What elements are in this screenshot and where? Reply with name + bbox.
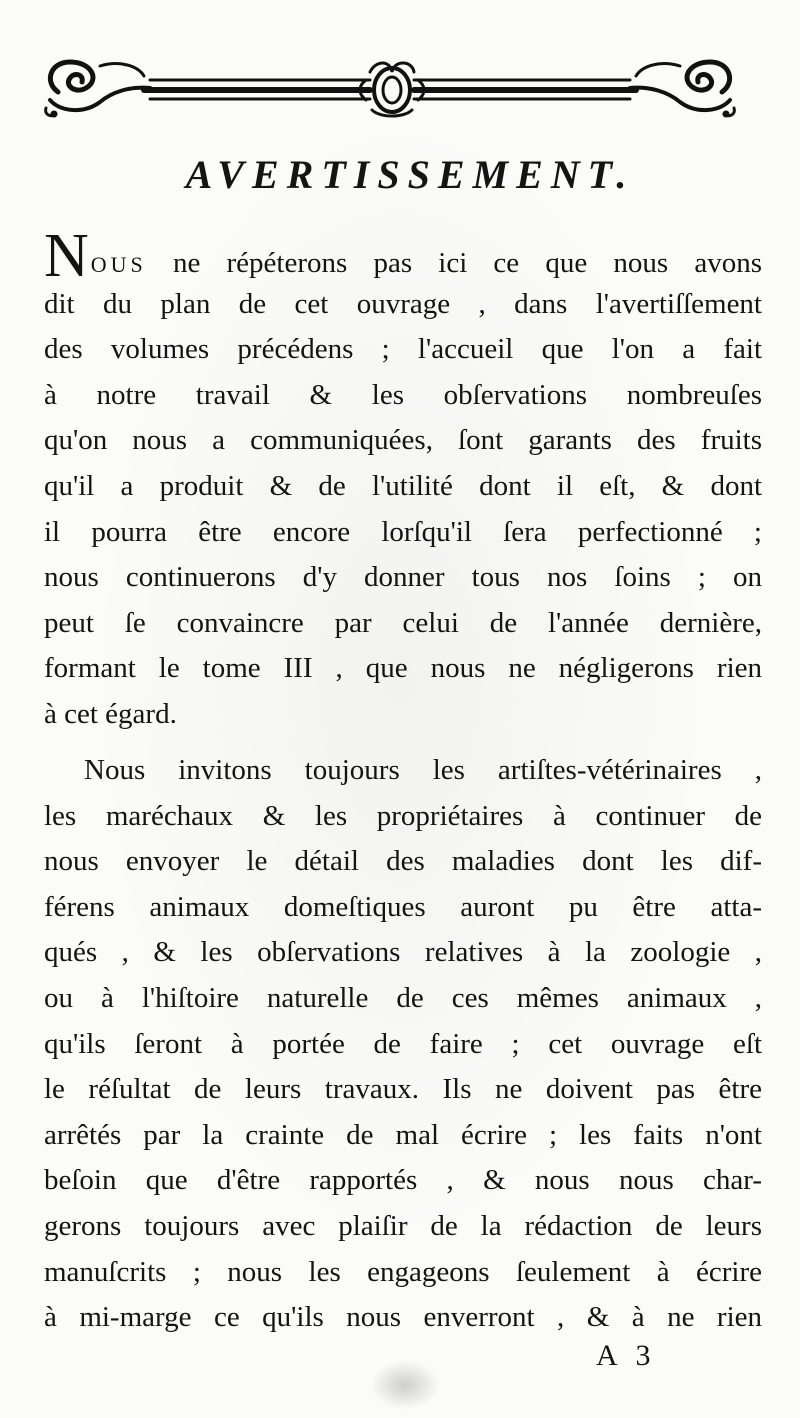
text-line: des volumes précédens ; l'accueil que l'on a fait: [44, 333, 762, 366]
text-line: le réſultat de leurs travaux. Ils ne doivent pas être: [44, 1073, 762, 1106]
text-line: Nous invitons toujours les artiſtes-vétérinaires ,: [84, 754, 762, 786]
text-line: qu'on nous a communiquées, ſont garants des fruits: [44, 424, 762, 457]
text-line: peut ſe convaincre par celui de l'année dernière,: [44, 606, 762, 639]
text-line: formant le tome III , que nous ne négligerons rien: [44, 652, 762, 685]
text-line: gerons toujours avec plaiſir de la rédaction de leurs: [44, 1209, 762, 1242]
text-line: nous envoyer le détail des maladies dont les dif-: [44, 845, 762, 878]
text-line: beſoin que d'être rapportés , & nous nous char-: [44, 1164, 762, 1197]
text-line: les maréchaux & les propriétaires à continuer de: [44, 799, 762, 832]
text-line: qu'il a produit & de l'utilité dont il eſt, & dont: [44, 469, 762, 502]
first-word-smallcaps: OUS: [90, 252, 147, 277]
first-line-text: ne répéterons pas ici ce que nous avons: [172, 247, 762, 279]
drop-cap: N: [44, 222, 91, 290]
ink-bleed-spot: [370, 1360, 440, 1410]
page-title: AVERTISSEMENT.: [185, 152, 635, 197]
headpiece-ornament-icon: [40, 52, 740, 122]
text-line: ou à l'hiſtoire naturelle de ces mêmes animaux ,: [44, 981, 762, 1014]
text-line: nous continuerons d'y donner tous nos ſoins ; on: [44, 561, 762, 594]
text-line: il pourra être encore lorſqu'il ſera perfectionné ;: [44, 515, 762, 548]
text-line: à cet égard.: [44, 697, 177, 730]
paragraph-2: [44, 748, 762, 1341]
text-line: férens animaux domeſtiques auront pu être atta-: [44, 890, 762, 923]
text-line: à mi-marge ce qu'ils nous enverront , & à ne rien: [44, 1301, 762, 1334]
text-line: manuſcrits ; nous les engageons ſeulement à écrire: [44, 1255, 762, 1288]
signature-mark: A 3: [596, 1339, 657, 1372]
paragraph-1: [44, 222, 762, 738]
text-line: qu'ils ſeront à portée de faire ; cet ouvrage eſt: [44, 1027, 762, 1060]
text-line: qués , & les obſervations relatives à la zoologie ,: [44, 936, 762, 969]
text-line: [44, 222, 762, 290]
text-line: dit du plan de cet ouvrage , dans l'avertiſſement: [44, 287, 762, 320]
text-line: arrêtés par la crainte de mal écrire ; les faits n'ont: [44, 1118, 762, 1151]
text-line: à notre travail & les obſervations nombreuſes: [44, 378, 762, 411]
